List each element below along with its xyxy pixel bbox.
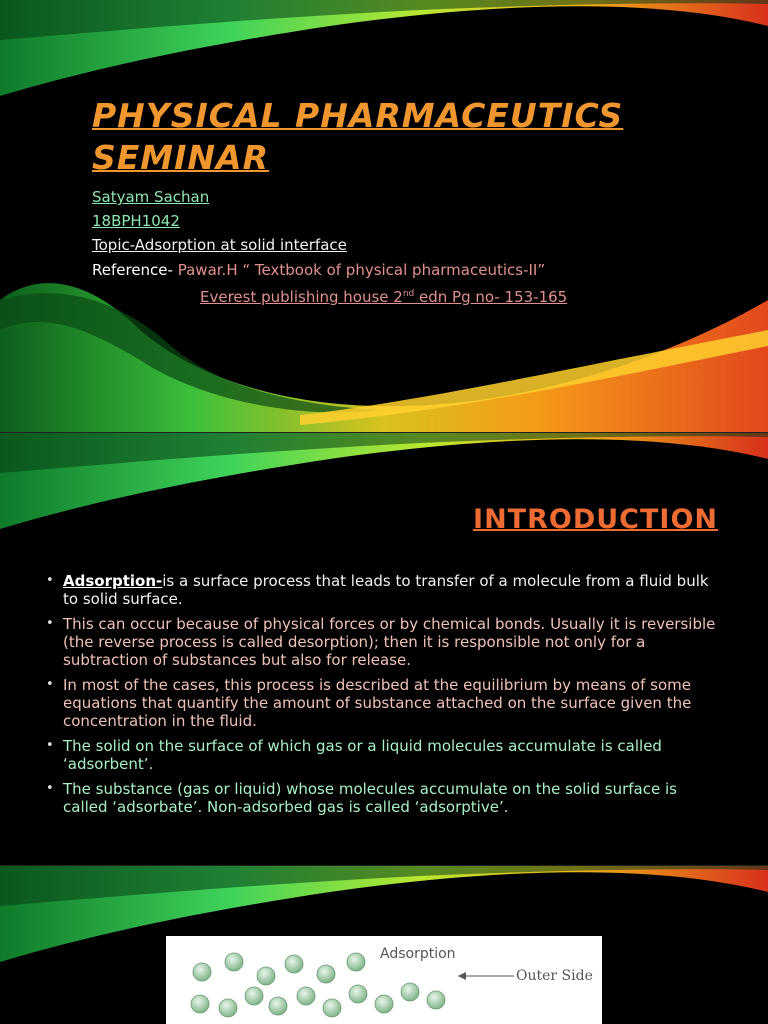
reference-publisher-b: edn Pg no- 153-165 bbox=[414, 288, 568, 306]
reference-publisher-sup: nd bbox=[402, 289, 415, 299]
keyword-adsorption: Adsorption- bbox=[63, 572, 163, 590]
figure-label-adsorption: Adsorption bbox=[380, 946, 456, 962]
bullet-item bbox=[46, 572, 726, 608]
slide-heading: INTRODUCTION bbox=[473, 504, 718, 535]
reference-line bbox=[92, 260, 545, 280]
bullet-list bbox=[46, 572, 726, 823]
reference-text: Pawar.H “ Textbook of physical pharmaceutics-II” bbox=[177, 261, 546, 279]
slide-title bbox=[0, 0, 768, 432]
bullet-item: • The solid on the surface of which gas or a liquid molecules accumulate is called ‘adsorbent’. bbox=[46, 737, 726, 773]
figure-label-outer-side: Outer Side bbox=[516, 968, 593, 984]
bullet-text: is a surface process that leads to transfer of a molecule from a fluid bulk to solid surface. bbox=[63, 572, 709, 608]
bullet-item: • In most of the cases, this process is described at the equilibrium by means of some equations that quantify the amount of substance attached on the surface given the concentration in the fluid. bbox=[46, 676, 726, 730]
roll-number: 18BPH1042 bbox=[92, 212, 180, 230]
slide-introduction bbox=[0, 433, 768, 865]
reference-label: Reference- bbox=[92, 261, 173, 279]
bullet-item: • The substance (gas or liquid) whose molecules accumulate on the solid surface is called ‘adsorbate’. Non-adsorbed gas is called ‘adsorptive’. bbox=[46, 780, 726, 816]
adsorption-diagram bbox=[166, 936, 602, 1024]
topic-line: Topic-Adsorption at solid interface bbox=[92, 236, 347, 254]
reference-publisher bbox=[200, 284, 567, 307]
author-name: Satyam Sachan bbox=[92, 188, 210, 206]
reference-publisher-a: Everest publishing house 2 bbox=[200, 288, 403, 306]
bullet-item: • This can occur because of physical forces or by chemical bonds. Usually it is reversible (the reverse process is called desorption); then it is responsible not only for a subtraction of substances but also for release. bbox=[46, 615, 726, 669]
slide-adsorption-figure bbox=[0, 866, 768, 1024]
presentation-title: PHYSICAL PHARMACEUTICS SEMINAR bbox=[92, 96, 624, 177]
